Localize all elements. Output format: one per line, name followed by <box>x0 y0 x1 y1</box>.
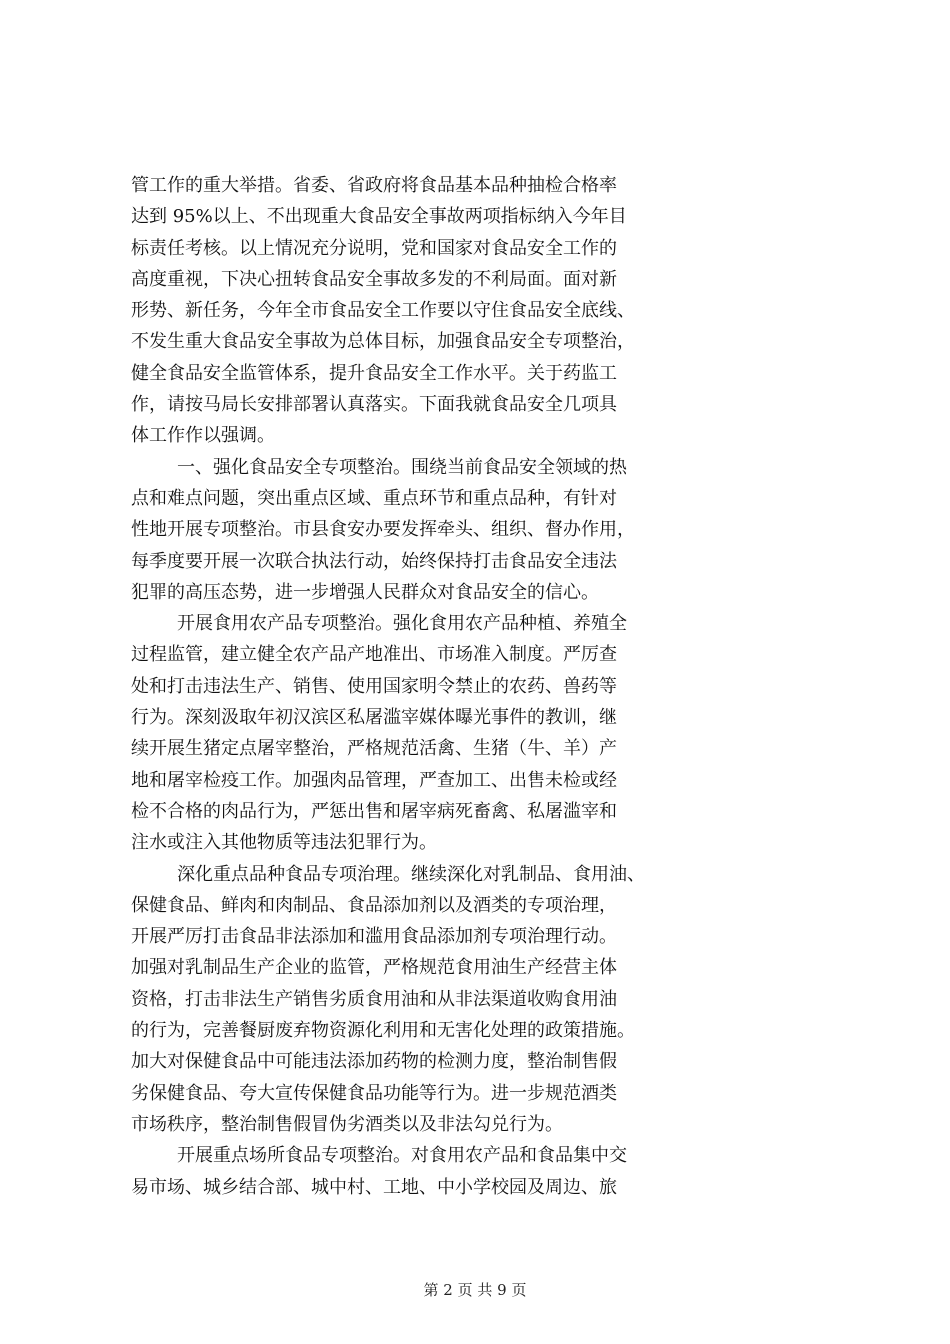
paragraph-first-line: 深化重点品种食品专项治理。继续深化对乳制品、食用油、 <box>177 863 645 885</box>
paragraph-first-line: 开展食用农产品专项整治。强化食用农产品种植、养殖全 <box>177 613 627 635</box>
text-line: 犯罪的高压态势，进一步增强人民群众对食品安全的信心。 <box>131 581 599 603</box>
text-line: 的行为，完善餐厨废弃物资源化利用和无害化处理的政策措施。 <box>131 1020 635 1042</box>
text-line: 作，请按马局长安排部署认真落实。下面我就食品安全几项具 <box>131 394 617 416</box>
text-line: 形势、新任务，今年全市食品安全工作要以守住食品安全底线、 <box>131 300 635 322</box>
text-line: 地和屠宰检疫工作。加强肉品管理，严查加工、出售未检或经 <box>131 769 617 791</box>
paragraph-first-line: 开展重点场所食品专项整治。对食用农产品和食品集中交 <box>177 1145 627 1167</box>
text-line: 加大对保健食品中可能违法添加药物的检测力度，整治制售假 <box>131 1051 617 1073</box>
text-line: 标责任考核。以上情况充分说明，党和国家对食品安全工作的 <box>131 237 617 259</box>
text-line: 资格，打击非法生产销售劣质食用油和从非法渠道收购食用油 <box>131 988 617 1010</box>
text-line: 点和难点问题，突出重点区域、重点环节和重点品种，有针对 <box>131 487 617 509</box>
page-footer: 第 2 页 共 9 页 <box>423 1281 527 1299</box>
text-line: 过程监管，建立健全农产品产地准出、市场准入制度。严厉查 <box>131 644 617 666</box>
text-line: 加强对乳制品生产企业的监管，严格规范食用油生产经营主体 <box>131 957 617 979</box>
text-line: 开展严厉打击食品非法添加和滥用食品添加剂专项治理行动。 <box>131 926 617 948</box>
text-line: 劣保健食品、夸大宣传保健食品功能等行为。进一步规范酒类 <box>131 1082 617 1104</box>
text-line: 续开展生猪定点屠宰整治，严格规范活禽、生猪（牛、羊）产 <box>131 738 617 760</box>
text-line: 健全食品安全监管体系，提升食品安全工作水平。关于药监工 <box>131 362 617 384</box>
text-line: 保健食品、鲜肉和肉制品、食品添加剂以及酒类的专项治理， <box>131 894 617 916</box>
text-line: 行为。深刻汲取年初汉滨区私屠滥宰媒体曝光事件的教训，继 <box>131 707 617 729</box>
text-line: 处和打击违法生产、销售、使用国家明令禁止的农药、兽药等 <box>131 675 617 697</box>
text-line: 市场秩序，整治制售假冒伪劣酒类以及非法勾兑行为。 <box>131 1113 563 1135</box>
text-line: 达到 95%以上、不出现重大食品安全事故两项指标纳入今年目 <box>131 206 627 228</box>
text-line: 易市场、城乡结合部、城中村、工地、中小学校园及周边、旅 <box>131 1176 617 1198</box>
text-line: 管工作的重大举措。省委、省政府将食品基本品种抽检合格率 <box>131 175 617 196</box>
text-line: 性地开展专项整治。市县食安办要发挥牵头、组织、督办作用， <box>131 519 635 541</box>
document-body <box>131 170 831 1203</box>
text-line: 体工作作以强调。 <box>131 425 275 447</box>
text-line: 不发生重大食品安全事故为总体目标，加强食品安全专项整治， <box>131 331 635 353</box>
text-line: 高度重视，下决心扭转食品安全事故多发的不利局面。面对新 <box>131 268 617 290</box>
paragraph-first-line: 一、强化食品安全专项整治。围绕当前食品安全领域的热 <box>177 456 627 478</box>
text-line: 注水或注入其他物质等违法犯罪行为。 <box>131 832 437 854</box>
text-line: 检不合格的肉品行为，严惩出售和屠宰病死畜禽、私屠滥宰和 <box>131 800 617 822</box>
text-line: 每季度要开展一次联合执法行动，始终保持打击食品安全违法 <box>131 550 617 572</box>
